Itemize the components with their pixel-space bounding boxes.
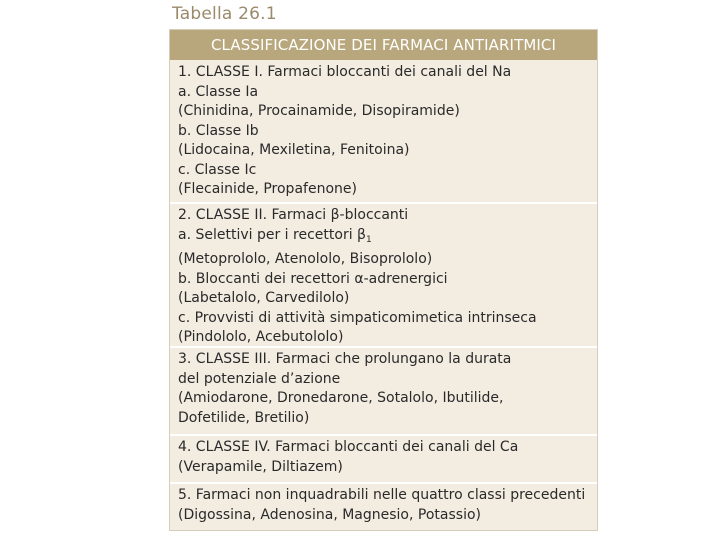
antiarrhythmic-classification-table [169,29,598,531]
section-line: (Amiodarone, Dronedarone, Sotalolo, Ibutilide, [178,390,504,406]
section-line: c. Classe Ic [178,161,257,178]
section-line: Dofetilide, Bretilio) [178,409,310,426]
section-line: 1. CLASSE I. Farmaci bloccanti dei canali del Na [178,64,512,80]
class-1-section [170,63,597,200]
section-line: b. Classe Ib [178,122,259,139]
class-2-section [170,206,597,348]
section-line: c. Provvisti di attività simpaticomimetica intrinseca [178,309,537,326]
class-4-section [170,438,597,477]
section-line: (Digossina, Adenosina, Magnesio, Potassio) [178,506,481,523]
section-line-text: a. Selettivi per i recettori β [178,226,366,243]
subscript: 1 [365,234,372,245]
section-line: (Pindololo, Acebutololo) [178,329,344,345]
section-line: a. Classe Ia [178,83,259,100]
section-line: 2. CLASSE II. Farmaci β-bloccanti [178,207,409,223]
section-line [178,226,597,251]
section-line: 3. CLASSE III. Farmaci che prolungano la durata [178,351,512,367]
table-header: CLASSIFICAZIONE DEI FARMACI ANTIARITMICI [170,30,597,60]
row-divider [170,482,597,484]
section-line: (Labetalolo, Carvedilolo) [178,290,350,306]
section-line: 5. Farmaci non inquadrabili nelle quattro classi precedenti [178,487,586,503]
row-divider [170,202,597,204]
class-5-section [170,486,597,525]
class-3-section [170,350,597,428]
section-line: (Chinidina, Procainamide, Disopiramide) [178,103,460,119]
section-line: b. Bloccanti dei recettori α-adrenergici [178,270,448,287]
table-caption: Tabella 26.1 [172,4,277,24]
section-line: (Metoprololo, Atenololo, Bisoprololo) [178,251,433,267]
row-divider [170,434,597,436]
row-divider [170,346,597,348]
section-line: (Verapamile, Diltiazem) [178,458,343,475]
section-line: (Lidocaina, Mexiletina, Fenitoina) [178,142,410,158]
section-line: del potenziale d’azione [178,370,341,387]
section-line: (Flecainide, Propafenone) [178,181,357,197]
section-line: 4. CLASSE IV. Farmaci bloccanti dei canali del Ca [178,439,519,455]
